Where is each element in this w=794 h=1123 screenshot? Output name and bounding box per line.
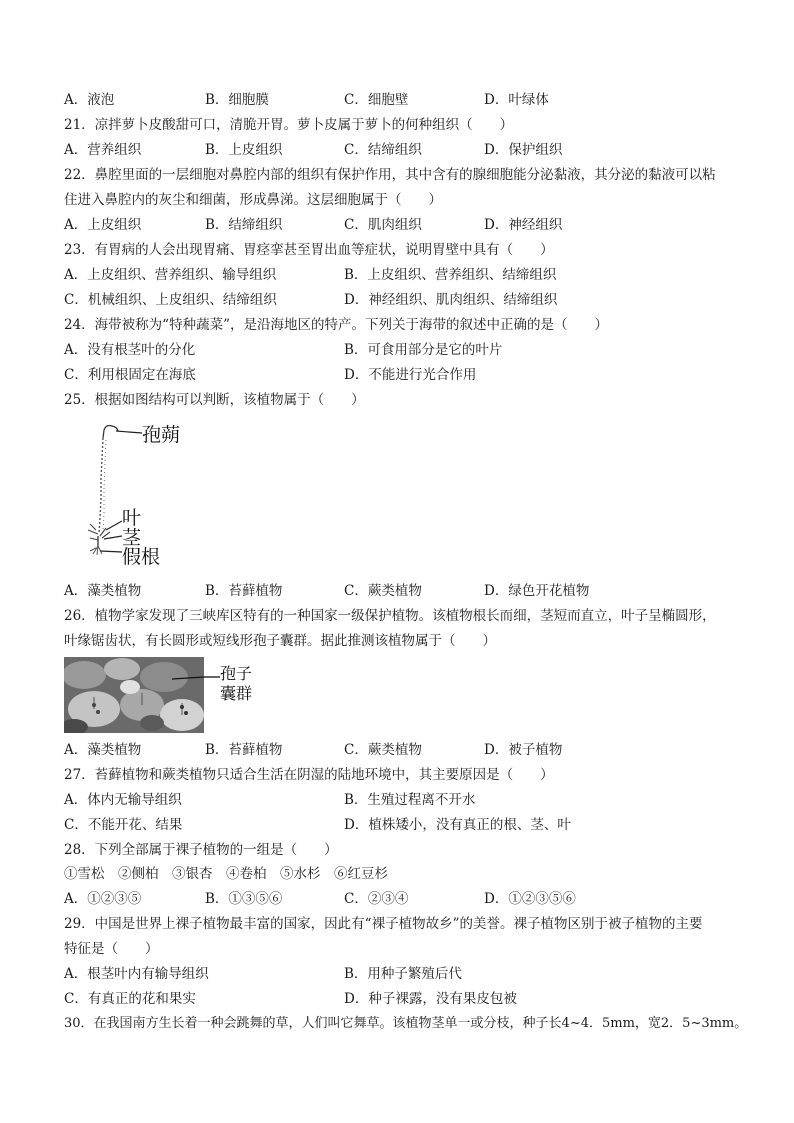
q24-option-b: B．可食用部分是它的叶片 <box>344 342 503 358</box>
question-23: 23．有胃病的人会出现胃痛、胃痉挛甚至胃出血等症状，说明胃壁中具有（ ） <box>64 242 554 258</box>
sorus-label-line1: 孢子 <box>220 664 253 683</box>
q28-option-d: D．①②③⑤⑥ <box>484 891 576 907</box>
stem-label: 茎 <box>122 527 142 549</box>
question-25: 25．根据如图结构可以判断，该植物属于（ ） <box>64 392 365 408</box>
q24-option-a: A．没有根茎叶的分化 <box>64 342 196 358</box>
q20-option-c: C．细胞壁 <box>344 92 409 108</box>
q23-option-d: D．神经组织、肌肉组织、结缔组织 <box>344 292 558 308</box>
question-22-line2: 住进入鼻腔内的灰尘和细菌，形成鼻涕。这层细胞属于（ ） <box>64 192 442 208</box>
q28-option-a: A．①②③⑤ <box>64 891 142 907</box>
q20-option-a: A．液泡 <box>64 92 115 108</box>
q23-option-c: C．机械组织、上皮组织、结缔组织 <box>64 292 277 308</box>
q27-option-c: C．不能开花、结果 <box>64 817 183 833</box>
question-29-line2: 特征是（ ） <box>64 941 159 957</box>
sorus-label-line2: 囊群 <box>220 684 253 703</box>
q29-option-c: C．有真正的花和果实 <box>64 991 196 1007</box>
q29-option-d: D．种子裸露，没有果皮包被 <box>344 991 517 1007</box>
q25-option-a: A．藻类植物 <box>64 583 142 599</box>
q27-option-b: B．生殖过程离不开水 <box>344 792 476 808</box>
q25-option-b: B．苔藓植物 <box>205 583 283 599</box>
question-28-items: ①雪松 ②侧柏 ③银杏 ④卷柏 ⑤水杉 ⑥红豆杉 <box>64 866 388 882</box>
q21-option-a: A．营养组织 <box>64 142 142 158</box>
q22-option-b: B．结缔组织 <box>205 217 283 233</box>
q26-option-b: B．苔藓植物 <box>205 742 283 758</box>
question-26-line2: 叶缘锯齿状，有长圆形或短线形孢子囊群。据此推测该植物属于（ ） <box>64 633 496 649</box>
q23-option-a: A．上皮组织、营养组织、输导组织 <box>64 267 277 283</box>
q24-option-d: D．不能进行光合作用 <box>344 367 477 383</box>
q20-option-d: D．叶绿体 <box>484 92 549 108</box>
q22-option-d: D．神经组织 <box>484 217 563 233</box>
capsule-label: 孢蒴 <box>142 424 181 446</box>
q25-option-c: C．蕨类植物 <box>344 583 422 599</box>
question-21: 21．凉拌萝卜皮酸甜可口，清脆开胃。萝卜皮属于萝卜的何种组织（ ） <box>64 117 514 133</box>
q22-option-a: A．上皮组织 <box>64 217 142 233</box>
question-27: 27．苔藓植物和蕨类植物只适合生活在阴湿的陆地环境中，其主要原因是（ ） <box>64 767 554 783</box>
q24-option-c: C．利用根固定在海底 <box>64 367 196 383</box>
q26-option-a: A．藻类植物 <box>64 742 142 758</box>
question-29-line1: 29．中国是世界上裸子植物最丰富的国家，因此有“裸子植物故乡”的美誉。裸子植物区别于被子植物的主要 <box>64 916 703 932</box>
question-24: 24．海带被称为“特种蔬菜”，是沿海地区的特产。下列关于海带的叙述中正确的是（ ） <box>64 317 608 333</box>
leaf-label: 叶 <box>122 507 142 529</box>
question-22-line1: 22．鼻腔里面的一层细胞对鼻腔内部的组织有保护作用，其中含有的腺细胞能分泌黏液，其分泌的黏液可以粘 <box>64 167 716 183</box>
q27-option-a: A．体内无输导组织 <box>64 792 182 808</box>
question-28: 28．下列全部属于裸子植物的一组是（ ） <box>64 842 338 858</box>
q20-option-b: B．细胞膜 <box>205 92 269 108</box>
q25-option-d: D．绿色开花植物 <box>484 583 590 599</box>
q28-option-b: B．①③⑤⑥ <box>205 891 283 907</box>
q26-option-c: C．蕨类植物 <box>344 742 422 758</box>
q21-option-b: B．上皮组织 <box>205 142 283 158</box>
q27-option-d: D．植株矮小，没有真正的根、茎、叶 <box>344 817 571 833</box>
q23-option-b: B．上皮组织、营养组织、结缔组织 <box>344 267 557 283</box>
question-26-line1: 26．植物学家发现了三峡库区特有的一种国家一级保护植物。该植物根长而细，茎短而直立，叶子呈椭圆形， <box>64 608 716 624</box>
rhizoid-label: 假根 <box>122 546 161 568</box>
q22-option-c: C．肌肉组织 <box>344 217 422 233</box>
q28-option-c: C．②③④ <box>344 891 409 907</box>
q29-option-b: B．用种子繁殖后代 <box>344 966 462 982</box>
q21-option-c: C．结缔组织 <box>344 142 422 158</box>
q26-option-d: D．被子植物 <box>484 742 563 758</box>
spore-leader-line <box>204 676 220 680</box>
q29-option-a: A．根茎叶内有输导组织 <box>64 966 209 982</box>
fern-photo <box>64 657 204 733</box>
question-30: 30．在我国南方生长着一种会跳舞的草，人们叫它舞草。该植物茎单一或分枝，种子长4~4．5mm，宽2．5~3mm。 <box>64 1016 748 1031</box>
q21-option-d: D．保护组织 <box>484 142 563 158</box>
